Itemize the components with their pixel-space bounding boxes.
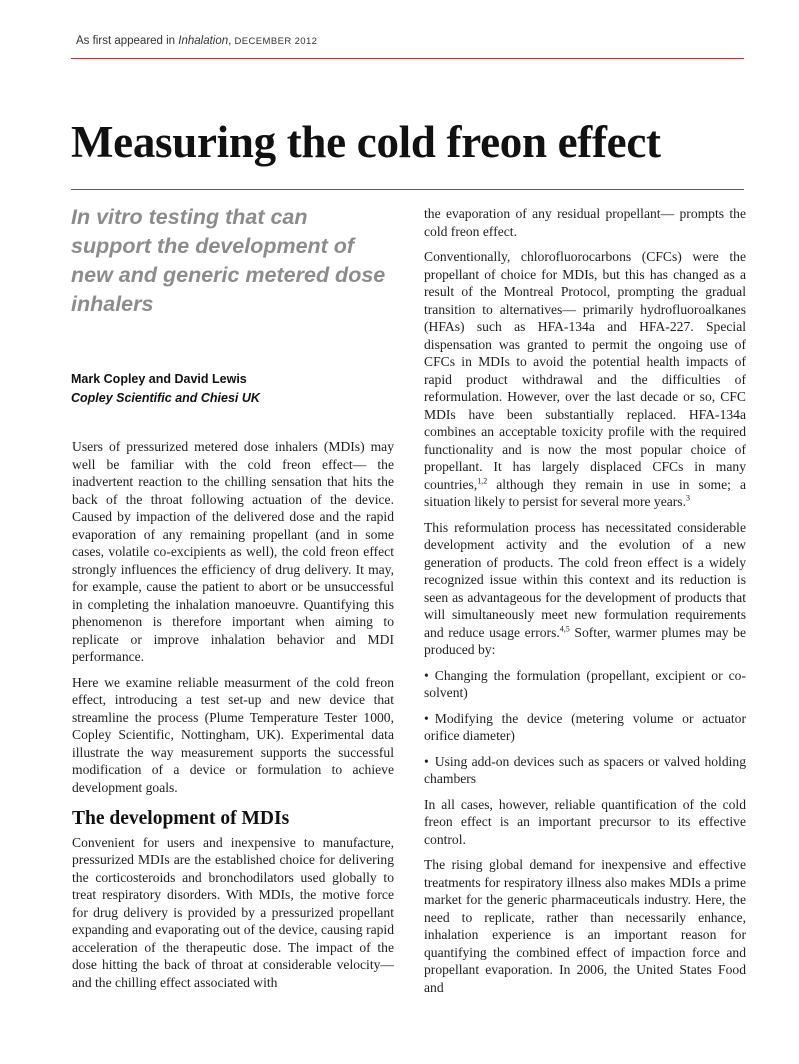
- paragraph-text: Conventionally, chlorofluorocarbons (CFCs) were the propellant of choice for MDIs, but this has changed as a result of the Montreal Protocol, prompting the gradual transition to alternatives— primarily hydrofluoroalkanes (HFAs) such as HFA-134a and HFA-227. Special dispensation was granted to permit the ongoing use of CFCs in MDIs to avoid the potential health impacts of rapid product withdrawal and the difficulties of reformulation. However, over the last decade or so, CFC MDIs have been substantially replaced. HFA-134a combines an acceptable toxicity profile with the required functionality and is now the most popular choice of propellant. It has largely displaced CFCs in many countries,: [424, 249, 746, 492]
- paragraph: the evaporation of any residual propellant— prompts the cold freon effect.: [424, 206, 746, 239]
- running-header: [76, 35, 317, 47]
- bullet-icon: •: [424, 753, 429, 769]
- paragraph: The rising global demand for inexpensive and effective treatments for respiratory illness also makes MDIs a prime market for the generic pharmaceuticals industry. Here, the need to replicate, rather than necessarily enhance, inhalation experience is an important reason for quantifying the combined effect of impaction force and propellant evaporation. In 2006, the United States Food and: [424, 857, 746, 995]
- header-rule: [71, 58, 744, 59]
- list-item: [424, 710, 746, 745]
- byline: [71, 370, 260, 408]
- paragraph-text: although they remain in use in some; a situation likely to persist for several more years.: [424, 476, 746, 509]
- paragraph: In all cases, however, reliable quantification of the cold freon effect is an important precursor to its effective control.: [424, 796, 746, 847]
- list-item-text: Using add-on devices such as spacers or valved holding chambers: [424, 753, 746, 786]
- reference-superscript: 3: [686, 493, 690, 503]
- article-title: Measuring the cold freon effect: [71, 117, 661, 167]
- authors: Mark Copley and David Lewis: [71, 372, 247, 386]
- paragraph: [424, 519, 746, 659]
- list-item: [424, 753, 746, 788]
- paragraph: [424, 248, 746, 511]
- reference-superscript: 1,2: [477, 475, 488, 485]
- paragraph: Here we examine reliable measurment of the cold freon effect, introducing a test set-up and new device that streamline the process (Plume Temperature Tester 1000, Copley Scientific, Nottingham, UK). Experimental data illustrate the way measurement supports the successful modification of a device or formulation to achieve development goals.: [72, 674, 394, 795]
- list-item-text: Modifying the device (metering volume or actuator orifice diameter): [424, 710, 746, 743]
- issue-date: DECEMBER 2012: [234, 36, 318, 47]
- paragraph-text: Softer, warmer plumes may be produced by:: [424, 624, 746, 657]
- column-right: [424, 205, 746, 1004]
- paragraph: Users of pressurized metered dose inhalers (MDIs) may well be familiar with the cold freon effect— the inadvertent reaction to the chilling sensation that hits the back of the throat following actuation of the device. Caused by impaction of the delivered dose and the rapid evaporation of any remaining propellant (and in some cases, volatile co-excipients as well), the cold freon effect strongly influences the efficiency of drug delivery. It may, for example, cause the patient to abort or be unsuccessful in completing the inhalation manoeuvre. Quantifying this phenomenon is therefore important when aiming to replicate or improve inhalation behavior and MDI performance.: [72, 439, 394, 664]
- affiliation: Copley Scientific and Chiesi UK: [71, 391, 260, 405]
- reference-superscript: 4,5: [559, 623, 570, 633]
- article-dek: In vitro testing that can support the development of new and generic metered dose inhalers: [71, 205, 386, 316]
- header-separator: ,: [228, 35, 235, 47]
- list-item-text: Changing the formulation (propellant, excipient or co-solvent): [424, 667, 746, 700]
- title-rule: [71, 189, 744, 190]
- column-left: [72, 438, 394, 999]
- bullet-icon: •: [424, 710, 429, 726]
- list-item: [424, 667, 746, 702]
- header-prefix: As first appeared in: [76, 35, 179, 47]
- journal-name: Inhalation: [178, 35, 229, 47]
- bullet-icon: •: [424, 667, 429, 683]
- paragraph-text: This reformulation process has necessitated considerable development activity and the evolution of a new generation of products. The cold freon effect is a widely recognized issue within this context and its reduction is seen as advantageous for the development of products that will simultaneously meet new formulation requirements and reduce usage errors.: [424, 519, 746, 640]
- paragraph: Convenient for users and inexpensive to manufacture, pressurized MDIs are the established choice for delivering the corticosteroids and bronchodilators used globally to treat respiratory disorders. With MDIs, the motive force for drug delivery is provided by a pressurized propellant expanding and evaporating out of the device, causing rapid acceleration of the therapeutic dose. The impact of the dose hitting the back of throat at considerable velocity—and the chilling effect associated with: [72, 834, 394, 990]
- section-heading: The development of MDIs: [72, 808, 290, 829]
